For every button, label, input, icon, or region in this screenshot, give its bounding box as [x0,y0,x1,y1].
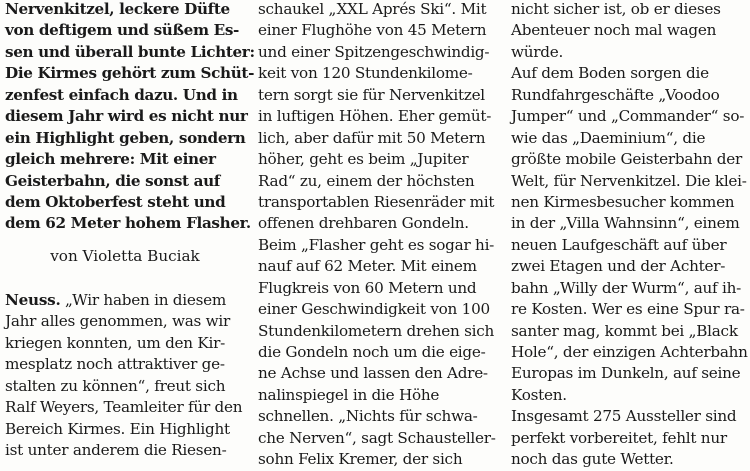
body-line: Rundfahrgeschäfte „Voodoo [511,85,720,104]
body-column-3 [511,0,747,471]
body-line: Jahr alles genommen, was wir [5,312,231,331]
body-line: Bereich Kirmes. Ein Highlight [5,419,230,438]
body-line: nauf auf 62 Meter. Mit einem [258,257,477,276]
body-line: Abenteuer noch mal wagen [511,21,717,40]
body-line: Stundenkilometern drehen sich [258,321,495,340]
body-line: bahn „Willy der Wurm“, auf ih- [511,278,742,297]
body-line: nalinspiegel in die Höhe [258,385,440,404]
body-line: Europas im Dunkeln, auf seine [511,364,741,383]
lead-line: Nervenkitzel, leckere Düfte [5,0,230,18]
body-line: stalten zu können“, freut sich [5,376,226,395]
body-line: perfekt vorbereitet, fehlt nur [511,428,727,447]
body-line: che Nerven“, sagt Schausteller- [258,428,496,447]
body-line: Auf dem Boden sorgen die [511,64,709,83]
body-line: nen Kirmesbesucher kommen [511,192,735,211]
body-line: Insgesamt 275 Aussteller sind [511,407,737,426]
body-line: offenen drehbaren Gondeln. [258,214,469,233]
body-line: Ralf Weyers, Teamleiter für den [5,398,243,417]
body-line: in luftigen Höhen. Eher gemüt- [258,107,492,126]
lead-line: ein Highlight geben, sondern [5,128,246,147]
lead-line: gleich mehrere: Mit einer [5,150,216,169]
body-line: ist unter anderem die Riesen- [5,441,227,460]
body-line: würde. [511,42,564,61]
body-line: Rad“ zu, einem der höchsten [258,171,475,190]
lead-line: sen und überall bunte Lichter: [5,42,255,61]
body-line: und einer Spitzengeschwindig- [258,42,490,61]
body-line: einer Flughöhe von 45 Metern [258,21,487,40]
body-line: in der „Villa Wahnsinn“, einem [511,214,740,233]
body-line: schnellen. „Nichts für schwa- [258,407,478,426]
body-line: Jumper“ und „Commander“ so- [511,107,745,126]
body-line: die Gondeln noch um die eige- [258,343,486,361]
body-line: Flugkreis von 60 Metern und [258,278,477,297]
body-line: wie das „Daeminium“, die [511,128,706,147]
byline: von Violetta Buciak [50,247,200,265]
body-line: mesplatz noch attraktiver ge- [5,355,225,374]
body-text: „Wir haben in diesem [60,291,227,309]
lead-line: von deftigem und süßem Es- [5,21,239,40]
body-column-1 [5,290,245,462]
lead-line: dem 62 Meter hohem Flasher. [5,214,251,233]
body-line: größte mobile Geisterbahn der [511,150,742,169]
body-line: Beim „Flasher geht es sogar hi- [258,235,495,254]
body-line: höher, geht es beim „Jupiter [258,150,469,169]
body-line: zwei Etagen und der Achter- [511,257,726,276]
dateline: Neuss. [5,291,61,309]
body-line: keit von 120 Stundenkilome- [258,64,473,83]
body-line: ne Achse und lassen den Adre- [258,364,488,383]
body-line: lich, aber dafür mit 50 Metern [258,128,486,147]
body-line: kriegen konnten, um den Kir- [5,333,225,352]
lead-paragraph [5,0,255,235]
lead-line: zenfest einfach dazu. Und in [5,85,238,104]
body-line: Hole“, der einzigen Achterbahn [511,343,748,361]
body-line: nicht sicher ist, ob er dieses [511,0,721,18]
body-line: transportablen Riesenräder mit [258,192,495,211]
lead-line: dem Oktoberfest steht und [5,192,226,211]
lead-line: Die Kirmes gehört zum Schüt- [5,64,255,83]
body-line: noch das gute Wetter. [511,450,674,469]
body-line: tern sorgt sie für Nervenkitzel [258,85,485,104]
body-line: einer Geschwindigkeit von 100 [258,300,490,319]
body-line: sohn Felix Kremer, der sich [258,450,463,469]
body-line: re Kosten. Wer es eine Spur ra- [511,300,745,319]
body-line: neuen Laufgeschäft auf über [511,235,727,254]
body-line: santer mag, kommt bei „Black [511,321,738,340]
lead-line: Geisterbahn, die sonst auf [5,171,220,190]
body-line: Kosten. [511,385,567,404]
body-line: Welt, für Nervenkitzel. Die klei- [511,171,747,190]
body-line-dateline [5,290,245,311]
body-line: schaukel „XXL Aprés Ski“. Mit [258,0,487,18]
body-column-2 [258,0,494,471]
lead-line: diesem Jahr wird es nicht nur [5,107,248,126]
